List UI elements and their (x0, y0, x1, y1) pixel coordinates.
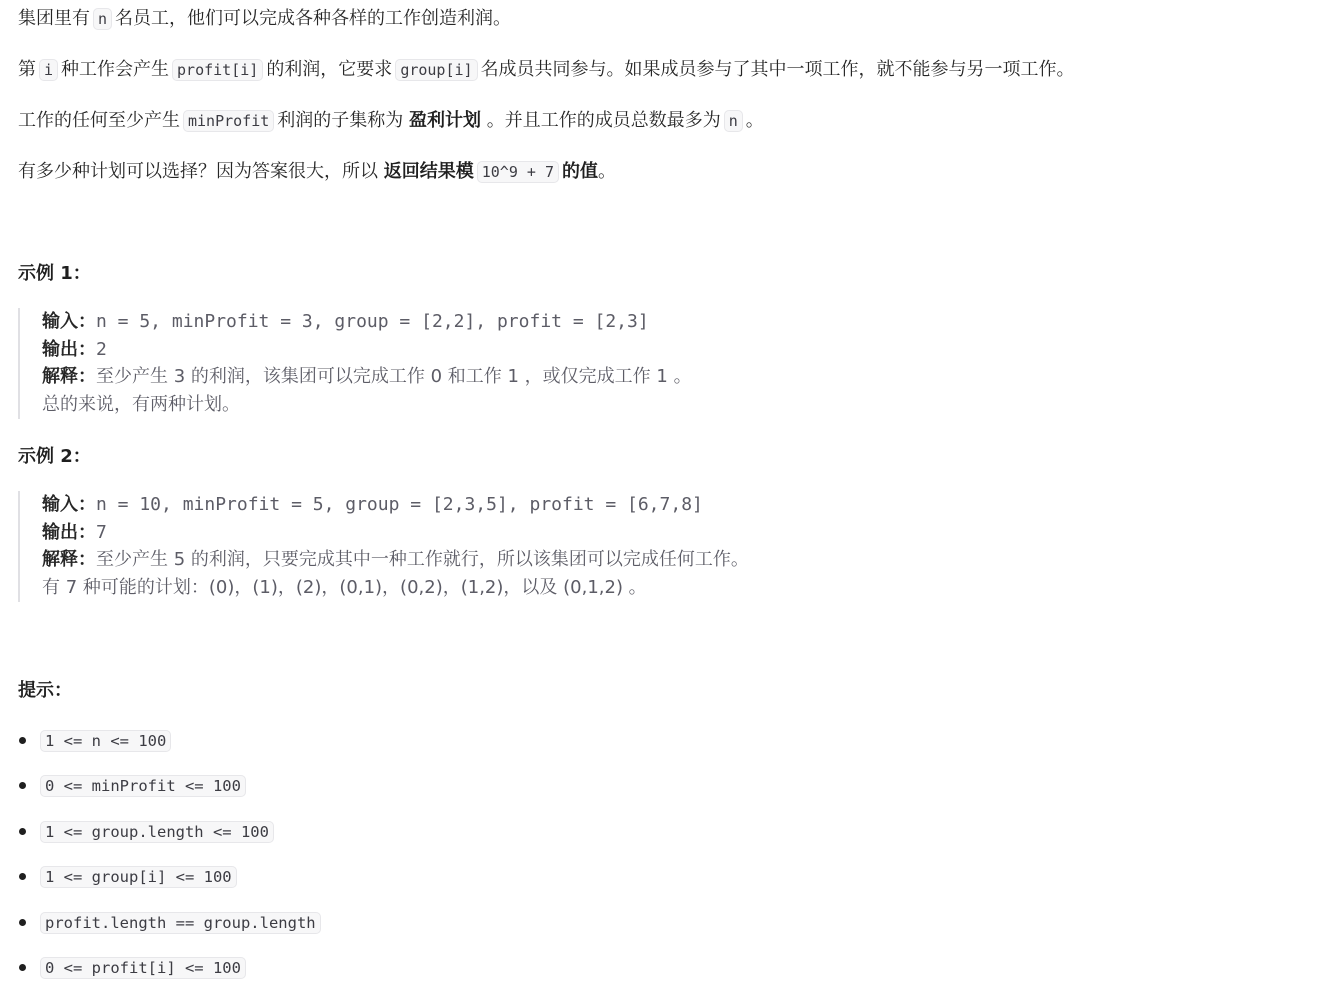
bullet-icon (19, 828, 26, 835)
hint-item (18, 816, 321, 861)
example-1-explain-line-2 (42, 391, 692, 419)
intro-text: 集团里有 (18, 8, 90, 29)
hint-item (18, 861, 321, 906)
hint-item (18, 725, 321, 770)
bullet-icon (19, 873, 26, 880)
inline-code-n: n (93, 8, 112, 30)
bold-value: 的值 (561, 161, 598, 182)
input-label: 输入： (42, 311, 96, 332)
bold-term-profit-plan: 盈利计划 (409, 110, 482, 131)
hint-code: 1 <= n <= 100 (40, 730, 171, 752)
example-2-output-line (42, 519, 749, 547)
example-2-explain-line-2 (42, 574, 749, 602)
example-2-input: n = 10, minProfit = 5, group = [2,3,5], profit = [6,7,8] (96, 494, 703, 515)
output-label: 输出： (42, 338, 96, 360)
hint-item (18, 952, 321, 997)
inline-code-modulus: 10^9 + 7 (477, 161, 559, 183)
hints-heading: 提示： (18, 680, 72, 701)
input-label: 输入： (42, 494, 96, 515)
example-1-explain-1: 至少产生 3 的利润，该集团可以完成工作 0 和工作 1 ，或仅完成工作 1 。 (96, 366, 692, 387)
example-1-explain-2: 总的来说，有两种计划。 (42, 393, 240, 415)
explain-label: 解释： (42, 549, 96, 570)
inline-code-n: n (724, 110, 743, 132)
hint-code: 1 <= group[i] <= 100 (40, 866, 237, 888)
example-1-input-line (42, 308, 692, 336)
example-1-input: n = 5, minProfit = 3, group = [2,2], profit = [2,3] (96, 311, 649, 332)
intro-text: 名成员共同参与。如果成员参与了其中一项工作，就不能参与另一项工作。 (480, 59, 1075, 80)
intro-text: 种工作会产生 (61, 59, 170, 80)
intro-text: 有多少种计划可以选择？因为答案很大，所以 (18, 161, 378, 182)
intro-text: 工作的任何至少产生 (18, 110, 180, 131)
intro-text: 利润的子集称为 (277, 110, 404, 131)
bullet-icon (19, 737, 26, 744)
example-1-output-line (42, 336, 692, 364)
example-1-output: 2 (96, 338, 107, 360)
example-2-input-line (42, 491, 749, 519)
intro-paragraph-3 (18, 107, 764, 135)
example-1-block (18, 308, 692, 419)
bold-return-modulo: 返回结果模 (383, 161, 474, 182)
example-1-heading: 示例 1： (18, 263, 91, 284)
hint-code: 0 <= minProfit <= 100 (40, 775, 246, 797)
hint-code: profit.length == group.length (40, 912, 321, 934)
bullet-icon (19, 782, 26, 789)
bullet-icon (19, 964, 26, 971)
explain-label: 解释： (42, 366, 96, 387)
inline-code-i: i (39, 59, 58, 81)
output-label: 输出： (42, 521, 96, 543)
intro-text: 名员工，他们可以完成各种各样的工作创造利润。 (115, 8, 512, 29)
example-2-explain-1: 至少产生 5 的利润，只要完成其中一种工作就行，所以该集团可以完成任何工作。 (96, 549, 749, 570)
intro-text: 的利润，它要求 (266, 59, 393, 80)
example-2-output: 7 (96, 521, 107, 543)
example-2-explain-line (42, 546, 749, 574)
intro-paragraph-4 (18, 158, 616, 186)
inline-code-group: group[i] (395, 59, 477, 81)
hints-list (18, 725, 321, 997)
inline-code-profit: profit[i] (172, 59, 263, 81)
example-2-block (18, 491, 749, 602)
example-1-explain-line (42, 363, 692, 391)
hint-code: 0 <= profit[i] <= 100 (40, 957, 246, 979)
intro-text: 。 (597, 161, 616, 182)
intro-text: 第 (18, 59, 36, 80)
inline-code-minprofit: minProfit (183, 110, 274, 132)
bullet-icon (19, 919, 26, 926)
intro-text: 。 (745, 110, 764, 131)
intro-paragraph-2 (18, 56, 1075, 84)
example-2-explain-2: 有 7 种可能的计划：(0)，(1)，(2)，(0,1)，(0,2)，(1,2)，以及 (0,1,2) 。 (42, 576, 647, 598)
example-2-heading: 示例 2： (18, 446, 91, 467)
hint-item (18, 907, 321, 952)
hint-item (18, 770, 321, 815)
intro-paragraph-1 (18, 5, 511, 33)
intro-text: 。并且工作的成员总数最多为 (486, 110, 721, 131)
hint-code: 1 <= group.length <= 100 (40, 821, 274, 843)
